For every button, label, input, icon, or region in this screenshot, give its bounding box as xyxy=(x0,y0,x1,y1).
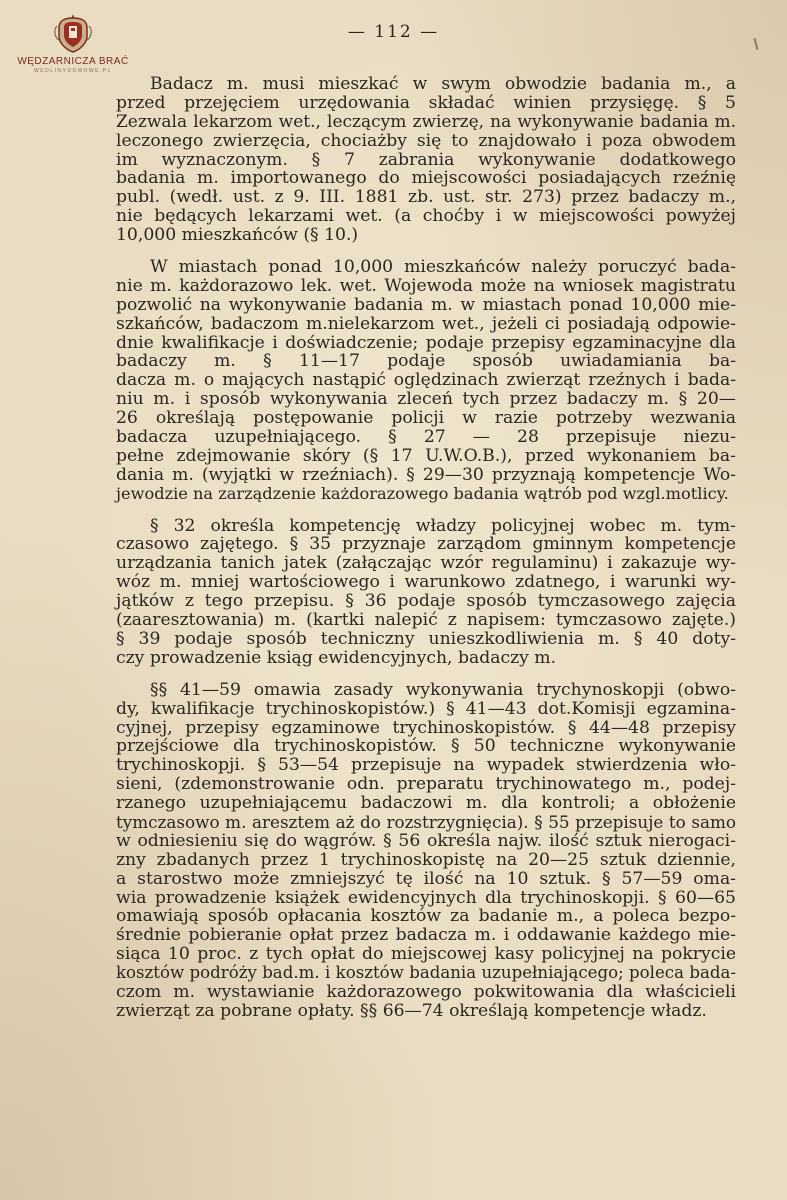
text-line: im wyznaczonym. § 7 zabrania wykonywanie dodatkowego xyxy=(116,149,736,170)
text-line: (zaaresztowania) m. (kartki nalepić z napisem: tymczasowo zajęte.) xyxy=(116,610,736,631)
text-line: pełne zdejmowanie skóry (§ 17 U.W.O.B.), przed wykonaniem ba- xyxy=(116,445,736,466)
text-line: dania m. (wyjątki w rzeźniach). § 29—30 przyznają kompetencje Wo- xyxy=(116,464,736,485)
text-line: wia prowadzenie książek ewidencyjnych dla trychinoskopji. § 60—65 xyxy=(116,887,736,908)
text-line: dy, kwalifikacje trychinoskopistów.) § 41—43 dot.Komisji egzamina- xyxy=(116,698,736,719)
text-line: pozwolić na wykonywanie badania m. w miastach ponad 10,000 mie- xyxy=(116,294,736,315)
text-line: czy prowadzenie ksiąg ewidencyjnych, badaczy m. xyxy=(116,647,557,668)
text-line: niu m. i sposób wykonywania zleceń tych przez badaczy m. § 20— xyxy=(116,389,736,410)
text-line: czasowo zajętego. § 35 przyznaje zarządom gminnym kompetencje xyxy=(116,534,736,555)
text-line: 26 określają postępowanie policji w razie potrzeby wezwania xyxy=(116,408,736,429)
text-line: w odniesieniu się do wągrów. § 56 określa najw. ilość sztuk nierogaci- xyxy=(116,830,736,851)
text-line: badania m. importowanego do miejscowości posiadających rzeźnię xyxy=(116,168,736,189)
text-line: jątków z tego przepisu. § 36 podaje sposób tymczasowego zajęcia xyxy=(116,591,736,612)
text-line: sieni, (zdemonstrowanie odn. preparatu trychinowatego m., podej- xyxy=(116,774,736,795)
text-line: dnie kwalifikacje i doświadczenie; podaje przepisy egzaminacyjne dla xyxy=(116,332,736,353)
text-line: przed przejęciem urzędowania składać winien przysięgę. § 5 xyxy=(116,92,736,113)
text-line: publ. (wedł. ust. z 9. III. 1881 zb. ust. str. 273) przez badaczy m., xyxy=(116,187,736,208)
text-line: czom m. wystawianie każdorazowego pokwitowania dla właścicieli xyxy=(116,981,736,1002)
watermark-name: WĘDZARNICZA BRAĆ xyxy=(17,56,129,67)
text-line: § 32 określa kompetencję władzy policyjnej wobec m. tym- xyxy=(150,515,736,536)
text-line: dacza m. o mających nastąpić oględzinach zwierząt rzeźnych i bada- xyxy=(116,370,736,391)
watermark-subtitle: WEDLINYDOMOWE.PL xyxy=(34,68,112,74)
text-line: badaczy m. § 11—17 podaje sposób uwiadamiania ba- xyxy=(116,351,736,372)
paragraph xyxy=(116,258,736,504)
text-line: §§ 41—59 omawia zasady wykonywania trychynoskopji (obwo- xyxy=(150,679,736,700)
text-line: trychinoskopji. § 53—54 przepisuje na wypadek stwierdzenia wło- xyxy=(116,755,736,776)
body-text xyxy=(116,75,736,1034)
text-line: rzanego uzupełniającemu badaczowi m. dla kontroli; a obłożenie xyxy=(116,793,736,814)
text-line: zwierząt za pobrane opłaty. §§ 66—74 określają kompetencje władz. xyxy=(116,1000,707,1021)
text-line: nie będących lekarzami wet. (a choćby i w miejscowości powyżej xyxy=(116,206,736,227)
text-line: tymczasowo m. aresztem aż do rozstrzygnięcia). § 55 przepisuje to samo xyxy=(116,811,736,832)
text-line: Zezwala lekarzom wet., leczącym zwierzę, na wykonywanie badania m. xyxy=(116,111,736,132)
text-line: cyjnej, przepisy egzaminowe trychinoskopistów. § 44—48 przepisy xyxy=(116,717,736,738)
text-line: urządzania tanich jatek (załączając wzór regulaminu) i zakazuje wy- xyxy=(116,553,736,574)
page-number: — 112 — xyxy=(347,22,440,42)
text-line: szkańców, badaczom m.nielekarzom wet., jeżeli ci posiadają odpowie- xyxy=(116,313,736,334)
text-line: nie m. każdorazowo lek. wet. Wojewoda może na wniosek magistratu xyxy=(116,275,736,296)
text-line: zny zbadanych przez 1 trychinoskopistę na 20—25 sztuk dziennie, xyxy=(116,849,736,870)
text-line: 10,000 mieszkańców (§ 10.) xyxy=(116,225,359,246)
paragraph xyxy=(116,517,736,668)
text-line: badacza uzupełniającego. § 27 — 28 przepisuje niezu- xyxy=(116,427,736,448)
text-line: Badacz m. musi mieszkać w swym obwodzie badania m., a xyxy=(150,74,736,94)
text-line: W miastach ponad 10,000 mieszkańców należy poruczyć bada- xyxy=(150,257,736,278)
paragraph xyxy=(116,681,736,1021)
text-line: § 39 podaje sposób techniczny unieszkodliwienia m. § 40 doty- xyxy=(116,628,736,649)
paragraph xyxy=(116,75,736,245)
text-line: jewodzie na zarządzenie każdorazowego badania wątrób pod wzgl.motlicy. xyxy=(116,483,729,503)
text-line: wóz m. mniej wartościowego i warunkowo zdatnego, i warunki wy- xyxy=(116,572,736,593)
text-line: siąca 10 proc. z tych opłat do miejscowej kasy policyjnej na pokrycie xyxy=(116,944,736,965)
text-line: kosztów podróży bad.m. i kosztów badania uzupełniającego; poleca bada- xyxy=(116,963,736,983)
text-line: omawiają sposób opłacania kosztów za badanie m., a poleca bezpo- xyxy=(116,906,736,927)
text-line: a starostwo może zmniejszyć tę ilość na 10 sztuk. § 57—59 oma- xyxy=(116,868,736,889)
text-line: leczonego zwierzęcia, chociażby się to znajdowało i poza obwodem xyxy=(116,130,736,151)
text-line: przejściowe dla trychinoskopistów. § 50 techniczne wykonywanie xyxy=(116,736,736,757)
text-line: średnie pobieranie opłat przez badacza m. i oddawanie każdego mie- xyxy=(116,925,736,946)
